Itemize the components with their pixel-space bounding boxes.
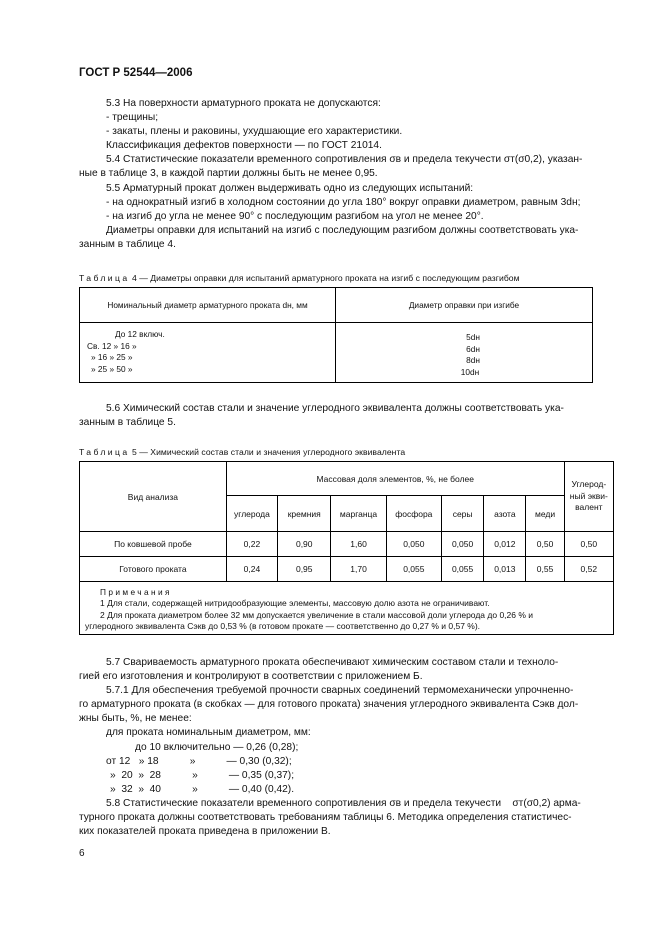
table-5-row-2-nitrogen: 0,013 xyxy=(484,557,526,582)
clause-5-6-line-1: 5.6 Химический состав стали и значение углеродного эквивалента должны соответствовать ука- xyxy=(106,403,564,414)
clause-5-3-title: 5.3 На поверхности арматурного проката не допускаются: xyxy=(106,98,381,109)
table-5-header-analysis: Вид анализа xyxy=(80,462,227,532)
table-5-note-2-line-2: углеродного эквивалента Cэкв до 0,53 % (в готовом прокате — соответственно до 0,27 % и 0,57 %). xyxy=(85,620,481,631)
table-4-caption-label: Таблица xyxy=(79,273,130,283)
clause-5-7-1-intro: для проката номинальным диаметром, мм: xyxy=(106,727,311,739)
table-4-mandrels-cell xyxy=(336,323,593,383)
table-5-row-2-carbon: 0,24 xyxy=(226,557,277,582)
section-5-3-to-5-5 xyxy=(79,97,614,252)
table-4-row-3-diameter: » 16 » 25 » xyxy=(91,352,133,362)
table-4-row-2-mandrel: 6dн xyxy=(466,343,480,354)
clause-5-7-1-list-item-4: » 32 » 40 » — 0,40 (0,42). xyxy=(110,783,295,795)
table-5 xyxy=(79,461,614,635)
table-5-row-2-silicon: 0,95 xyxy=(278,557,331,582)
table-4-row-2-diameter: Св. 12 » 16 » xyxy=(87,340,137,351)
table-5-row-1-manganese: 1,60 xyxy=(331,532,386,557)
table-5-row-2-phosphorus: 0,055 xyxy=(386,557,441,582)
clause-5-7-1-list-item-3: » 20 » 28 » — 0,35 (0,37); xyxy=(110,769,295,781)
table-4-header-diameter: Номинальный диаметр арматурного проката dн, мм xyxy=(80,288,336,323)
table-5-row-2-ce: 0,52 xyxy=(564,557,613,582)
table-4-header-mandrel: Диаметр оправки при изгибе xyxy=(336,288,593,323)
table-5-caption-text: 5 — Химический состав стали и значения углеродного эквивалента xyxy=(131,447,406,457)
clause-5-3-item-2: - закаты, плены и раковины, ухудшающие его характеристики. xyxy=(106,126,403,138)
page-number: 6 xyxy=(79,848,85,859)
table-5-row-2-name: Готового проката xyxy=(80,557,227,582)
table-5-row-2-copper: 0,55 xyxy=(526,557,564,582)
table-4-row-4-diameter: » 25 » 50 » xyxy=(91,363,133,374)
clause-5-5-item-2: - на изгиб до угла не менее 90° с последующим разгибом на угол не менее 20°. xyxy=(106,210,484,222)
section-5-7-to-5-8 xyxy=(79,656,614,839)
table-5-element-carbon: углерода xyxy=(226,496,277,532)
clause-5-4-line-2: ные в таблице 3, в каждой партии должны быть не менее 0,95. xyxy=(79,168,378,180)
table-5-row-1-name: По ковшевой пробе xyxy=(80,532,227,557)
table-4-row-4-mandrel: 10dн xyxy=(460,366,480,377)
table-5-element-silicon: кремния xyxy=(278,496,331,532)
clause-5-5-diam-line-1: Диаметры оправки для испытаний на изгиб с последующим разгибом должны соответствовать ука- xyxy=(106,224,579,236)
table-row xyxy=(80,532,614,557)
clause-5-7-1-list-item-2: от 12 » 18 » — 0,30 (0,32); xyxy=(106,755,292,767)
table-5-row-1-nitrogen: 0,012 xyxy=(484,532,526,557)
table-4-caption-text: 4 — Диаметры оправки для испытаний арматурного проката на изгиб с последующим разгибом xyxy=(131,273,520,283)
clause-5-5-item-1: - на однократный изгиб в холодном состоянии до угла 180° вокруг оправки диаметром, равным 3dн; xyxy=(106,196,581,208)
table-4 xyxy=(79,287,593,383)
table-5-element-phosphorus: фосфора xyxy=(386,496,441,532)
table-5-header-ce-text: Углерод-ный экви-валент xyxy=(569,479,608,513)
document-code: ГОСТ Р 52544—2006 xyxy=(79,67,193,79)
table-row xyxy=(80,557,614,582)
clause-5-7-1-line-3: жны быть, %, не менее: xyxy=(79,713,192,725)
clause-5-7-1-line-1: 5.7.1 Для обеспечения требуемой прочности сварных соединений термомеханически упрочненно- xyxy=(106,685,574,697)
table-5-row-2-sulfur: 0,055 xyxy=(441,557,483,582)
table-4-diameters-cell xyxy=(80,323,336,383)
table-5-row-1-phosphorus: 0,050 xyxy=(386,532,441,557)
table-4-row-3-mandrel: 8dн xyxy=(466,355,480,365)
clause-5-8-line-2: турного проката должны соответствовать требованиям таблицы 6. Методика определения статистичес- xyxy=(79,812,572,824)
table-5-row-2-manganese: 1,70 xyxy=(331,557,386,582)
table-4-row-1-diameter: До 12 включ. xyxy=(115,329,165,339)
table-4-caption xyxy=(79,273,520,283)
table-5-notes-title: Примечания xyxy=(100,587,172,597)
table-5-row-1-carbon: 0,22 xyxy=(226,532,277,557)
table-5-row-1-copper: 0,50 xyxy=(526,532,564,557)
clause-5-6-line-2: занным в таблице 5. xyxy=(79,417,176,429)
table-5-header-mass-fraction: Массовая доля элементов, %, не более xyxy=(226,462,564,496)
table-5-note-2-line-1: 2 Для проката диаметром более 32 мм допускается увеличение в стали массовой доли углерода до 0,26 % и xyxy=(100,609,534,620)
section-5-6 xyxy=(79,402,614,430)
table-5-row-1-sulfur: 0,050 xyxy=(441,532,483,557)
clause-5-5-intro: 5.5 Арматурный прокат должен выдерживать одно из следующих испытаний: xyxy=(106,182,474,194)
clause-5-3-classification: Классификация дефектов поверхности — по ГОСТ 21014. xyxy=(106,140,382,152)
clause-5-8-line-3: ких показателей проката приведена в приложении В. xyxy=(79,826,331,838)
table-4-row-1-mandrel: 5dн xyxy=(466,332,480,342)
clause-5-7-line-1: 5.7 Свариваемость арматурного проката обеспечивают химическим составом стали и техноло- xyxy=(106,657,559,668)
table-5-element-nitrogen: азота xyxy=(484,496,526,532)
table-5-element-copper: меди xyxy=(526,496,564,532)
table-5-element-sulfur: серы xyxy=(441,496,483,532)
table-5-caption-label: Таблица xyxy=(79,447,130,457)
table-5-header-carbon-equivalent xyxy=(564,462,613,532)
table-5-element-manganese: марганца xyxy=(331,496,386,532)
table-5-note-1: 1 Для стали, содержащей нитридообразующие элементы, массовую долю азота не ограничивают. xyxy=(100,598,490,609)
table-5-row-1-silicon: 0,90 xyxy=(278,532,331,557)
clause-5-5-diam-line-2: занным в таблице 4. xyxy=(79,238,176,250)
clause-5-7-1-line-2: го арматурного проката (в скобках — для готового проката) значения углеродного эквивалента Cэкв дол- xyxy=(79,699,579,711)
clause-5-7-line-2: гией его изготовления и контролируют в соответствии с приложением Б. xyxy=(79,671,423,683)
clause-5-8-line-1: 5.8 Статистические показатели временного сопротивления σв и предела текучести σт(σ0,2) арма- xyxy=(106,797,581,809)
clause-5-3-item-1: - трещины; xyxy=(106,112,159,124)
clause-5-7-1-list-item-1: до 10 включительно — 0,26 (0,28); xyxy=(135,741,299,753)
table-5-caption xyxy=(79,447,405,457)
table-5-notes xyxy=(80,582,614,635)
table-5-row-1-ce: 0,50 xyxy=(564,532,613,557)
clause-5-4-line-1: 5.4 Статистические показатели временного сопротивления σв и предела текучести σт(σ0,2), указан- xyxy=(106,154,583,166)
